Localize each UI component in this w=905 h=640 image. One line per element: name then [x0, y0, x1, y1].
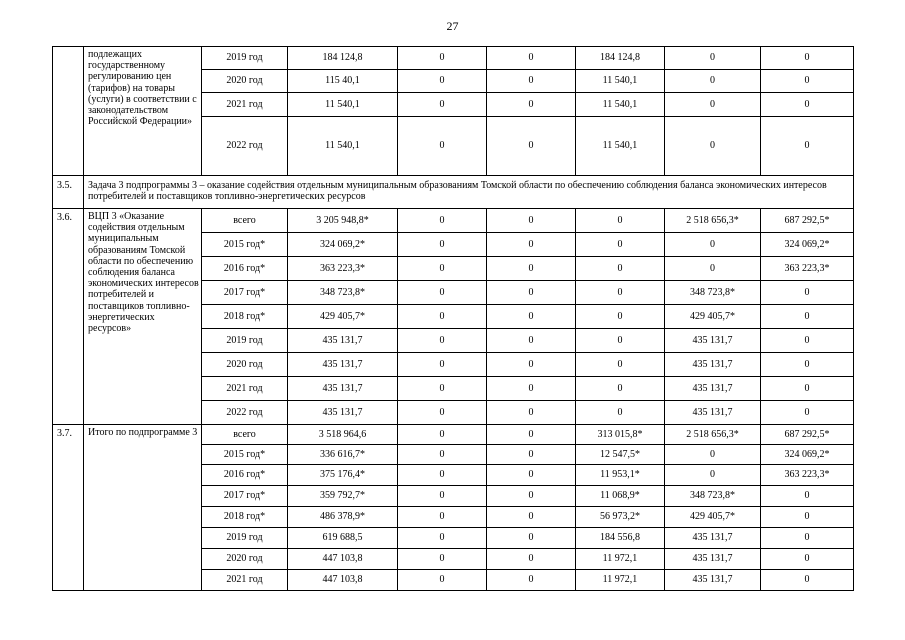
extra-cell: 429 405,7*	[665, 507, 761, 528]
regional-cell: 0	[487, 507, 576, 528]
federal-cell: 0	[398, 507, 487, 528]
other-cell: 0	[761, 528, 854, 549]
other-cell: 0	[761, 117, 854, 176]
extra-cell: 0	[665, 117, 761, 176]
task-row	[53, 176, 854, 209]
local-cell: 0	[576, 233, 665, 257]
extra-cell: 0	[665, 445, 761, 465]
measure-name: подлежащих государственному регулированию цен (тарифов) на товары (услуги) в соответствии с законодательством Российской Федерации»	[84, 47, 202, 176]
extra-cell: 348 723,8*	[665, 281, 761, 305]
year-cell: 2022 год	[202, 117, 288, 176]
total-cell: 336 616,7*	[288, 445, 398, 465]
total-cell: 359 792,7*	[288, 486, 398, 507]
extra-cell: 435 131,7	[665, 528, 761, 549]
row-number: 3.7.	[53, 425, 84, 591]
regional-cell: 0	[487, 486, 576, 507]
other-cell: 0	[761, 377, 854, 401]
local-cell: 0	[576, 353, 665, 377]
other-cell: 0	[761, 281, 854, 305]
federal-cell: 0	[398, 93, 487, 117]
other-cell: 0	[761, 401, 854, 425]
year-cell: 2017 год*	[202, 486, 288, 507]
regional-cell: 0	[487, 257, 576, 281]
regional-cell: 0	[487, 305, 576, 329]
federal-cell: 0	[398, 117, 487, 176]
measure-name: Итого по подпрограмме 3	[84, 425, 202, 591]
table-row	[53, 47, 854, 70]
total-cell: 375 176,4*	[288, 465, 398, 486]
page-number: 27	[446, 19, 459, 33]
year-cell: 2020 год	[202, 353, 288, 377]
extra-cell: 435 131,7	[665, 549, 761, 570]
other-cell: 0	[761, 486, 854, 507]
total-cell: 447 103,8	[288, 549, 398, 570]
year-cell: 2018 год*	[202, 507, 288, 528]
other-cell: 324 069,2*	[761, 445, 854, 465]
year-cell: 2017 год*	[202, 281, 288, 305]
other-cell: 0	[761, 305, 854, 329]
extra-cell: 0	[665, 93, 761, 117]
extra-cell: 0	[665, 233, 761, 257]
extra-cell: 2 518 656,3*	[665, 425, 761, 445]
local-cell: 11 068,9*	[576, 486, 665, 507]
extra-cell: 435 131,7	[665, 353, 761, 377]
federal-cell: 0	[398, 465, 487, 486]
other-cell: 0	[761, 549, 854, 570]
federal-cell: 0	[398, 486, 487, 507]
federal-cell: 0	[398, 233, 487, 257]
regional-cell: 0	[487, 377, 576, 401]
local-cell: 11 972,1	[576, 549, 665, 570]
other-cell: 0	[761, 507, 854, 528]
other-cell: 687 292,5*	[761, 425, 854, 445]
regional-cell: 0	[487, 47, 576, 70]
regional-cell: 0	[487, 353, 576, 377]
federal-cell: 0	[398, 377, 487, 401]
federal-cell: 0	[398, 209, 487, 233]
year-cell: 2021 год	[202, 377, 288, 401]
total-cell: 435 131,7	[288, 401, 398, 425]
regional-cell: 0	[487, 93, 576, 117]
extra-cell: 2 518 656,3*	[665, 209, 761, 233]
regional-cell: 0	[487, 70, 576, 93]
local-cell: 0	[576, 377, 665, 401]
local-cell: 0	[576, 281, 665, 305]
extra-cell: 0	[665, 70, 761, 93]
total-cell: 429 405,7*	[288, 305, 398, 329]
year-cell: 2021 год	[202, 570, 288, 591]
extra-cell: 348 723,8*	[665, 486, 761, 507]
federal-cell: 0	[398, 528, 487, 549]
federal-cell: 0	[398, 401, 487, 425]
total-cell: 363 223,3*	[288, 257, 398, 281]
local-cell: 184 556,8	[576, 528, 665, 549]
total-cell: 435 131,7	[288, 353, 398, 377]
year-cell: 2016 год*	[202, 257, 288, 281]
financing-table	[52, 46, 854, 591]
total-cell: 435 131,7	[288, 329, 398, 353]
extra-cell: 435 131,7	[665, 329, 761, 353]
task-description: Задача 3 подпрограммы 3 – оказание содействия отдельным муниципальным образованиям Томской области по обеспечению соблюдения баланса экономических интересов потребителей и поставщиков топливно-энергетических ресурсов	[84, 176, 854, 209]
extra-cell: 435 131,7	[665, 377, 761, 401]
extra-cell: 435 131,7	[665, 570, 761, 591]
other-cell: 363 223,3*	[761, 257, 854, 281]
local-cell: 11 540,1	[576, 117, 665, 176]
extra-cell: 435 131,7	[665, 401, 761, 425]
total-cell: 11 540,1	[288, 93, 398, 117]
regional-cell: 0	[487, 117, 576, 176]
local-cell: 11 540,1	[576, 93, 665, 117]
regional-cell: 0	[487, 401, 576, 425]
federal-cell: 0	[398, 70, 487, 93]
local-cell: 56 973,2*	[576, 507, 665, 528]
table-row	[53, 425, 854, 445]
total-cell: 435 131,7	[288, 377, 398, 401]
total-cell: 3 205 948,8*	[288, 209, 398, 233]
local-cell: 184 124,8	[576, 47, 665, 70]
year-cell: 2022 год	[202, 401, 288, 425]
year-cell: 2016 год*	[202, 465, 288, 486]
local-cell: 0	[576, 257, 665, 281]
local-cell: 11 540,1	[576, 70, 665, 93]
local-cell: 11 972,1	[576, 570, 665, 591]
extra-cell: 0	[665, 47, 761, 70]
federal-cell: 0	[398, 353, 487, 377]
regional-cell: 0	[487, 570, 576, 591]
table-row	[53, 209, 854, 233]
year-cell: 2020 год	[202, 70, 288, 93]
other-cell: 324 069,2*	[761, 233, 854, 257]
local-cell: 313 015,8*	[576, 425, 665, 445]
other-cell: 0	[761, 329, 854, 353]
federal-cell: 0	[398, 257, 487, 281]
measure-name: ВЦП 3 «Оказание содействия отдельным муниципальным образованиям Томской области по обеспечению соблюдения баланса экономических интересов потребителей и поставщиков топливно-энергетических ресурсов»	[84, 209, 202, 425]
regional-cell: 0	[487, 445, 576, 465]
regional-cell: 0	[487, 425, 576, 445]
federal-cell: 0	[398, 329, 487, 353]
other-cell: 0	[761, 570, 854, 591]
local-cell: 0	[576, 401, 665, 425]
other-cell: 0	[761, 353, 854, 377]
year-cell: 2019 год	[202, 47, 288, 70]
regional-cell: 0	[487, 465, 576, 486]
local-cell: 12 547,5*	[576, 445, 665, 465]
other-cell: 0	[761, 47, 854, 70]
federal-cell: 0	[398, 281, 487, 305]
federal-cell: 0	[398, 47, 487, 70]
year-cell: 2019 год	[202, 329, 288, 353]
federal-cell: 0	[398, 305, 487, 329]
year-cell: 2015 год*	[202, 445, 288, 465]
year-cell: 2021 год	[202, 93, 288, 117]
row-number: 3.6.	[53, 209, 84, 425]
other-cell: 0	[761, 70, 854, 93]
total-cell: 447 103,8	[288, 570, 398, 591]
local-cell: 11 953,1*	[576, 465, 665, 486]
other-cell: 687 292,5*	[761, 209, 854, 233]
total-cell: 324 069,2*	[288, 233, 398, 257]
extra-cell: 0	[665, 257, 761, 281]
regional-cell: 0	[487, 281, 576, 305]
federal-cell: 0	[398, 570, 487, 591]
regional-cell: 0	[487, 528, 576, 549]
regional-cell: 0	[487, 233, 576, 257]
federal-cell: 0	[398, 549, 487, 570]
year-cell: 2018 год*	[202, 305, 288, 329]
year-cell: 2020 год	[202, 549, 288, 570]
row-number: 3.5.	[53, 176, 84, 209]
local-cell: 0	[576, 305, 665, 329]
local-cell: 0	[576, 329, 665, 353]
local-cell: 0	[576, 209, 665, 233]
year-cell: всего	[202, 425, 288, 445]
regional-cell: 0	[487, 329, 576, 353]
extra-cell: 429 405,7*	[665, 305, 761, 329]
total-cell: 11 540,1	[288, 117, 398, 176]
year-cell: 2015 год*	[202, 233, 288, 257]
extra-cell: 0	[665, 465, 761, 486]
regional-cell: 0	[487, 549, 576, 570]
year-cell: всего	[202, 209, 288, 233]
total-cell: 3 518 964,6	[288, 425, 398, 445]
total-cell: 348 723,8*	[288, 281, 398, 305]
federal-cell: 0	[398, 445, 487, 465]
total-cell: 619 688,5	[288, 528, 398, 549]
federal-cell: 0	[398, 425, 487, 445]
other-cell: 0	[761, 93, 854, 117]
other-cell: 363 223,3*	[761, 465, 854, 486]
year-cell: 2019 год	[202, 528, 288, 549]
total-cell: 486 378,9*	[288, 507, 398, 528]
regional-cell: 0	[487, 209, 576, 233]
row-number	[53, 47, 84, 176]
total-cell: 115 40,1	[288, 70, 398, 93]
total-cell: 184 124,8	[288, 47, 398, 70]
